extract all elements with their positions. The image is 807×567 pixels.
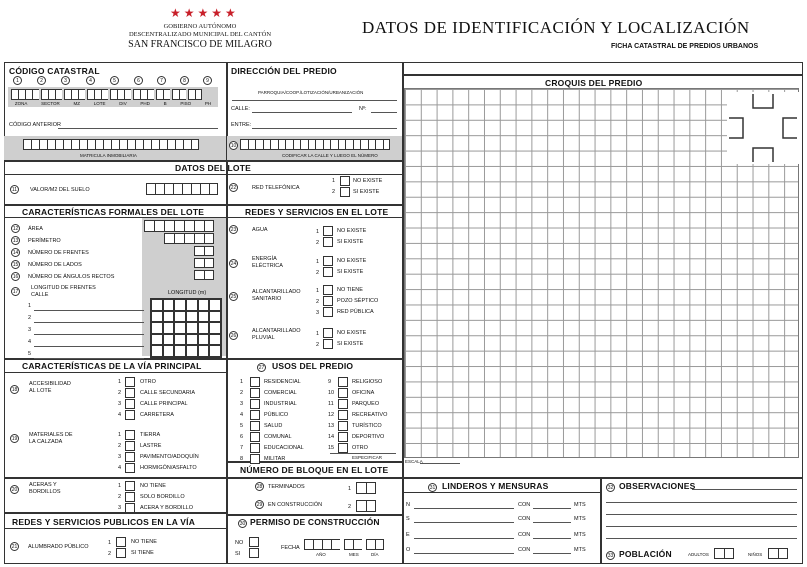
- accesibilidad-label: [29, 381, 71, 395]
- divider: [226, 217, 403, 218]
- uso-checkbox[interactable]: [250, 388, 260, 398]
- option-label: OTRO: [352, 445, 368, 451]
- option-number: 1: [348, 486, 352, 492]
- option-label: RESIDENCIAL: [264, 379, 301, 385]
- alumbrado-label: ALUMBRADO PÚBLICO: [28, 544, 89, 550]
- uso-checkbox[interactable]: [250, 421, 260, 431]
- alcant-pluv-si-checkbox[interactable]: [323, 339, 333, 349]
- option-label: SI EXISTE: [337, 239, 364, 245]
- calle-row-field[interactable]: [34, 322, 144, 323]
- option-label: SOLO BORDILLO: [140, 494, 185, 500]
- uso-checkbox[interactable]: [338, 377, 348, 387]
- red-tel-no-checkbox[interactable]: [340, 176, 350, 186]
- field-number: 16: [12, 274, 19, 280]
- publicos-title: REDES Y SERVICIOS PUBLICOS EN LA VÍA: [12, 517, 196, 527]
- field-number: 21: [11, 544, 18, 550]
- codigo-anterior-field[interactable]: [58, 128, 218, 129]
- option-label: SI EXISTE: [337, 269, 364, 275]
- area-cells[interactable]: [144, 220, 214, 232]
- con-label: CON: [518, 532, 531, 538]
- aceras-label: [29, 482, 60, 496]
- option-label: HORMIGÓN/ASFALTO: [140, 465, 197, 471]
- construccion-label: EN CONSTRUCCIÓN: [268, 502, 323, 508]
- mts-label: MTS: [574, 516, 586, 522]
- option-number: 2: [240, 390, 244, 396]
- permiso-si-checkbox[interactable]: [249, 548, 259, 558]
- numero-label: Nº:: [359, 106, 367, 112]
- org-line-3: SAN FRANCISCO DE MILAGRO: [128, 39, 272, 50]
- row-number: 2: [28, 315, 32, 321]
- lindero-dir: N: [406, 502, 410, 508]
- option-label: NO TIENE: [140, 483, 166, 489]
- option-label: TURÍSTICO: [352, 423, 382, 429]
- option-label: NO EXISTE: [337, 258, 367, 264]
- con-label: CON: [518, 502, 531, 508]
- circle-number: 9: [203, 76, 212, 85]
- option-label: SI EXISTE: [353, 189, 380, 195]
- label: PLUVIAL: [252, 335, 275, 341]
- label: ACCESIBILIDAD: [29, 381, 71, 387]
- field-number: 28: [256, 484, 263, 490]
- uso-checkbox[interactable]: [338, 421, 348, 431]
- agua-label: AGUA: [252, 227, 268, 233]
- divider: [402, 74, 803, 76]
- angulos-label: NÚMERO DE ÁNGULOS RECTOS: [28, 274, 115, 280]
- anio-label: AÑO: [316, 552, 326, 557]
- label: ALCANTARILLADO: [252, 289, 301, 295]
- mts-label: MTS: [574, 547, 586, 553]
- option-number: 2: [316, 299, 320, 305]
- option-label: COMUNAL: [264, 434, 292, 440]
- divider: [4, 204, 403, 206]
- lindero-field[interactable]: [414, 508, 514, 509]
- field-number: 30: [239, 521, 246, 527]
- field-number: 25: [230, 294, 237, 300]
- field-number: 26: [230, 333, 237, 339]
- option-number: 1: [316, 229, 320, 235]
- codificar-cells[interactable]: [240, 139, 390, 150]
- option-label: COMERCIAL: [264, 390, 297, 396]
- field-number: 18: [11, 387, 18, 393]
- redes-title: REDES Y SERVICIOS EN EL LOTE: [245, 207, 389, 217]
- via-title: CARACTERÍSTICAS DE LA VÍA PRINCIPAL: [22, 361, 202, 371]
- no-label: NO: [235, 540, 244, 546]
- mts-label: MTS: [574, 532, 586, 538]
- field-number: 15: [12, 262, 19, 268]
- field-number: 19: [11, 436, 18, 442]
- angulos-cells[interactable]: [194, 270, 214, 280]
- lindero-field[interactable]: [414, 538, 514, 539]
- option-number: 3: [118, 505, 122, 511]
- field-number: 23: [230, 227, 237, 233]
- option-number: 1: [332, 178, 336, 184]
- option-label: NO EXISTE: [337, 330, 367, 336]
- label: SANITARIO: [252, 296, 282, 302]
- alcant-san-label: [252, 289, 301, 303]
- field-number: 10: [230, 143, 237, 149]
- option-label: ACERA Y BORDILLO: [140, 505, 193, 511]
- row-number: 1: [28, 303, 32, 309]
- option-number: 4: [118, 465, 122, 471]
- row-number: 4: [28, 339, 32, 345]
- option-number: 1: [118, 483, 122, 489]
- option-number: 4: [118, 412, 122, 418]
- option-label: RECREATIVO: [352, 412, 388, 418]
- stars-logo: ★★★★★: [170, 6, 239, 20]
- lindero-dir: O: [406, 547, 411, 553]
- especificar-field[interactable]: [330, 453, 396, 454]
- municipality-logo: [100, 23, 300, 51]
- dia-label: DÍA: [371, 552, 379, 557]
- red-tel-label: RED TELEFÓNICA: [252, 185, 300, 191]
- divider: [600, 477, 602, 564]
- option-label: SI EXISTE: [337, 341, 364, 347]
- option-number: 3: [118, 401, 122, 407]
- option-label: OFICINA: [352, 390, 375, 396]
- red-tel-si-checkbox[interactable]: [340, 187, 350, 197]
- alcant-san-checkbox[interactable]: [323, 307, 333, 317]
- option-number: 1: [118, 379, 122, 385]
- frentes-label: NÚMERO DE FRENTES: [28, 250, 89, 256]
- energia-si-checkbox[interactable]: [323, 267, 333, 277]
- observaciones-line[interactable]: [606, 526, 797, 527]
- uso-checkbox[interactable]: [338, 410, 348, 420]
- north-symbol: [727, 92, 799, 164]
- divider: [4, 160, 403, 162]
- option-number: 2: [316, 270, 320, 276]
- uso-checkbox[interactable]: [250, 454, 260, 464]
- option-checkbox[interactable]: [125, 463, 135, 473]
- direccion-sub: PARROQUIA/COOP./LOTIZACIÓN/URBANIZACIÓN: [258, 90, 364, 95]
- page-subtitle: FICHA CATASTRAL DE PREDIOS URBANOS: [611, 43, 759, 50]
- calle-row-field[interactable]: [34, 358, 144, 359]
- option-checkbox[interactable]: [125, 452, 135, 462]
- lindero-dir: E: [406, 532, 410, 538]
- area-label: ÁREA: [28, 226, 43, 232]
- croquis-title: CROQUIS DEL PREDIO: [545, 78, 643, 88]
- option-number: 3: [240, 401, 244, 407]
- option-label: TIERRA: [140, 432, 161, 438]
- option-label: POZO SÉPTICO: [337, 298, 379, 304]
- valor-cells[interactable]: [146, 183, 218, 195]
- compass-icon: [727, 92, 799, 164]
- matricula-label: MATRICULA INMOBILIARIA: [80, 153, 137, 158]
- valor-label: VALOR/M2 DEL SUELO: [30, 187, 90, 193]
- agua-no-checkbox[interactable]: [323, 226, 333, 236]
- field-number: 29: [256, 502, 263, 508]
- divider: [402, 492, 600, 493]
- option-number: 2: [118, 494, 122, 500]
- agua-si-checkbox[interactable]: [323, 237, 333, 247]
- option-label: NO EXISTE: [353, 178, 383, 184]
- poblacion-title: POBLACIÓN: [619, 549, 672, 559]
- observaciones-line[interactable]: [606, 538, 797, 539]
- circle-number: 5: [110, 76, 119, 85]
- option-number: 14: [328, 434, 335, 440]
- label: ALCANTARILLADO: [252, 328, 301, 334]
- field-number: 31: [429, 485, 436, 491]
- con-label: CON: [518, 547, 531, 553]
- option-checkbox[interactable]: [125, 377, 135, 387]
- uso-checkbox[interactable]: [250, 443, 260, 453]
- mts-field[interactable]: [533, 522, 571, 523]
- field-number: 13: [12, 238, 19, 244]
- calle-row-field[interactable]: [34, 334, 144, 335]
- entre-label: ENTRE:: [231, 122, 252, 128]
- divider: [4, 477, 803, 479]
- option-label: LASTRE: [140, 443, 162, 449]
- option-number: 13: [328, 423, 335, 429]
- org-line-2: DESCENTRALIZADO MUNICIPAL DEL CANTÓN: [128, 31, 272, 38]
- field-number: 20: [11, 487, 18, 493]
- option-number: 5: [240, 423, 244, 429]
- label: ENERGÍA: [252, 256, 277, 262]
- permiso-no-checkbox[interactable]: [249, 537, 259, 547]
- fecha-label: FECHA: [281, 545, 300, 551]
- observaciones-line[interactable]: [692, 489, 797, 490]
- org-line-1: GOBIERNO AUTÓNOMO: [163, 23, 237, 30]
- option-number: 6: [240, 434, 244, 440]
- alumbrado-si-checkbox[interactable]: [116, 548, 126, 558]
- observaciones-title: OBSERVACIONES: [619, 481, 696, 491]
- direccion-title: DIRECCIÓN DEL PREDIO: [231, 66, 337, 76]
- field-number: 22: [230, 185, 237, 191]
- option-number: 12: [328, 412, 335, 418]
- mts-field[interactable]: [533, 508, 571, 509]
- alcant-san-checkbox[interactable]: [323, 285, 333, 295]
- uso-checkbox[interactable]: [250, 399, 260, 409]
- lindero-field[interactable]: [414, 553, 514, 554]
- circle-number: 3: [61, 76, 70, 85]
- circle-number: 6: [134, 76, 143, 85]
- uso-checkbox[interactable]: [338, 388, 348, 398]
- materiales-label: [29, 432, 73, 446]
- option-number: 2: [348, 504, 352, 510]
- option-label: SALUD: [264, 423, 283, 429]
- divider: [4, 528, 226, 529]
- linderos-title: LINDEROS Y MENSURAS: [442, 481, 549, 491]
- option-label: SI TIENE: [131, 550, 154, 556]
- circle-number: 1: [13, 76, 22, 85]
- option-number: 2: [108, 551, 112, 557]
- label: ELÉCTRICA: [252, 263, 283, 269]
- numero-field[interactable]: [371, 112, 397, 113]
- option-checkbox[interactable]: [125, 430, 135, 440]
- option-label: NO TIENE: [131, 539, 157, 545]
- entre-field[interactable]: [252, 128, 397, 129]
- field-number: 11: [11, 187, 18, 193]
- uso-checkbox[interactable]: [250, 377, 260, 387]
- mts-field[interactable]: [533, 538, 571, 539]
- mes-label: MES: [349, 552, 359, 557]
- option-number: 1: [240, 379, 244, 385]
- permiso-title: PERMISO DE CONSTRUCCIÓN: [250, 517, 380, 527]
- mts-field[interactable]: [533, 553, 571, 554]
- option-number: 2: [118, 443, 122, 449]
- ninos-label: NIÑOS: [748, 552, 763, 557]
- codificar-label: CODIFICAR LA CALLE Y LUEGO EL NÚMERO: [282, 153, 378, 158]
- codigo-cells[interactable]: [11, 89, 202, 100]
- uso-checkbox[interactable]: [338, 399, 348, 409]
- codigo-labels: ZONA SECTOR MZ LOTE DIV PHD B PISO PH: [14, 101, 212, 106]
- option-number: 2: [316, 240, 320, 246]
- calle-row-field[interactable]: [34, 346, 144, 347]
- option-number: 2: [316, 342, 320, 348]
- option-checkbox[interactable]: [125, 388, 135, 398]
- calle-field[interactable]: [252, 112, 352, 113]
- energia-label: [252, 256, 283, 270]
- option-label: CALLE PRINCIPAL: [140, 401, 188, 407]
- option-label: RED PÚBLICA: [337, 309, 374, 315]
- lados-cells[interactable]: [194, 258, 214, 268]
- calle-row-field[interactable]: [34, 310, 144, 311]
- label: CALLE: [31, 292, 49, 298]
- option-number: 2: [332, 189, 336, 195]
- option-number: 11: [328, 401, 334, 407]
- option-label: DEPORTIVO: [352, 434, 385, 440]
- option-label: OTRO: [140, 379, 156, 385]
- option-label: INDUSTRIAL: [264, 401, 297, 407]
- option-number: 9: [328, 379, 332, 385]
- option-checkbox[interactable]: [125, 492, 135, 502]
- option-checkbox[interactable]: [125, 410, 135, 420]
- divider: [4, 512, 226, 514]
- option-number: 3: [118, 454, 122, 460]
- option-number: 1: [108, 540, 112, 546]
- field-number: 14: [12, 250, 19, 256]
- longitud-grid[interactable]: [150, 298, 222, 358]
- field-number: 33: [607, 553, 614, 559]
- option-label: NO TIENE: [337, 287, 363, 293]
- usos-title: USOS DEL PREDIO: [272, 361, 354, 371]
- field-number: 27: [258, 365, 265, 371]
- uso-checkbox[interactable]: [250, 432, 260, 442]
- option-number: 8: [240, 456, 244, 462]
- option-label: CALLE SECUNDARIA: [140, 390, 196, 396]
- option-label: EDUCACIONAL: [264, 445, 304, 451]
- perimetro-cells[interactable]: [164, 233, 214, 244]
- lados-label: NÚMERO DE LADOS: [28, 262, 82, 268]
- label: BORDILLOS: [29, 489, 61, 495]
- uso-checkbox[interactable]: [338, 443, 348, 453]
- option-number: 10: [328, 390, 335, 396]
- option-checkbox[interactable]: [125, 399, 135, 409]
- option-label: RELIGIOSO: [352, 379, 383, 385]
- label: MATERIALES DE: [29, 432, 73, 438]
- adultos-label: ADULTOS: [688, 552, 709, 557]
- escala-field[interactable]: [420, 463, 460, 464]
- lindero-field[interactable]: [414, 522, 514, 523]
- adultos-cells[interactable]: [714, 548, 734, 559]
- option-number: 7: [240, 445, 244, 451]
- longitud-m-label: LONGITUD (m): [168, 290, 207, 296]
- option-number: 1: [316, 259, 320, 265]
- circle-number: 2: [37, 76, 46, 85]
- frentes-cells[interactable]: [194, 246, 214, 256]
- escala-label: ESCALA: [405, 459, 423, 464]
- construccion-cells[interactable]: [356, 500, 376, 512]
- calle-label: CALLE:: [231, 106, 250, 112]
- field-number: 17: [12, 289, 19, 295]
- option-number: 1: [316, 331, 320, 337]
- perimetro-label: PERÍMETRO: [28, 238, 61, 244]
- especificar-label: ESPECIFICAR: [352, 455, 383, 460]
- alcant-pluv-label: [252, 328, 301, 342]
- terminados-cells[interactable]: [356, 482, 376, 494]
- energia-no-checkbox[interactable]: [323, 256, 333, 266]
- page-title: DATOS DE IDENTIFICACIÓN Y LOCALIZACIÓN: [362, 18, 750, 37]
- option-checkbox[interactable]: [125, 481, 135, 491]
- lindero-dir: S: [406, 516, 410, 522]
- label: ACERAS Y: [29, 482, 57, 488]
- lote-title: DATOS DEL LOTE: [175, 163, 252, 173]
- terminados-label: TERMINADOS: [268, 484, 305, 490]
- circle-number: 8: [180, 76, 189, 85]
- divider: [226, 514, 403, 516]
- circle-number: 4: [86, 76, 95, 85]
- row-number: 5: [28, 351, 32, 357]
- option-checkbox[interactable]: [125, 441, 135, 451]
- alcant-san-checkbox[interactable]: [323, 296, 333, 306]
- divider: [4, 174, 403, 175]
- row-number: 3: [28, 327, 32, 333]
- divider: [4, 372, 226, 373]
- matricula-cells[interactable]: [23, 139, 199, 150]
- si-label: SI: [235, 551, 241, 557]
- option-number: 1: [118, 432, 122, 438]
- fecha-cells[interactable]: [304, 539, 384, 550]
- mts-label: MTS: [574, 502, 586, 508]
- circle-number: 7: [157, 76, 166, 85]
- longitud-frentes-label: [31, 285, 96, 299]
- label: AL LOTE: [29, 388, 52, 394]
- parroquia-field[interactable]: [232, 100, 397, 101]
- field-number: 32: [607, 485, 614, 491]
- option-label: CARRETERA: [140, 412, 174, 418]
- label: LA CALZADA: [29, 439, 63, 445]
- option-label: PARQUEO: [352, 401, 380, 407]
- formales-title: CARACTERÍSTICAS FORMALES DEL LOTE: [22, 207, 205, 217]
- label: LONGITUD DE FRENTES: [31, 285, 96, 291]
- alumbrado-no-checkbox[interactable]: [116, 537, 126, 547]
- codigo-title: CÓDIGO CATASTRAL: [9, 66, 100, 76]
- observaciones-line[interactable]: [606, 514, 797, 515]
- option-number: 3: [316, 310, 320, 316]
- option-number: 2: [118, 390, 122, 396]
- uso-checkbox[interactable]: [250, 410, 260, 420]
- observaciones-line[interactable]: [606, 502, 797, 503]
- con-label: CON: [518, 516, 531, 522]
- option-number: 4: [240, 412, 244, 418]
- option-label: MILITAR: [264, 456, 286, 462]
- option-number: 1: [316, 288, 320, 294]
- option-checkbox[interactable]: [125, 503, 135, 513]
- option-number: 15: [328, 445, 335, 451]
- option-label: PÚBLICO: [264, 412, 289, 418]
- field-number: 24: [230, 261, 237, 267]
- ninos-cells[interactable]: [768, 548, 788, 559]
- field-number: 12: [12, 226, 19, 232]
- option-label: PAVIMENTO/ADOQUÍN: [140, 454, 199, 460]
- codigo-anterior-label: CÓDIGO ANTERIOR: [9, 122, 61, 128]
- uso-checkbox[interactable]: [338, 432, 348, 442]
- bloque-title: NÚMERO DE BLOQUE EN EL LOTE: [240, 465, 389, 475]
- option-label: NO EXISTE: [337, 228, 367, 234]
- alcant-pluv-no-checkbox[interactable]: [323, 328, 333, 338]
